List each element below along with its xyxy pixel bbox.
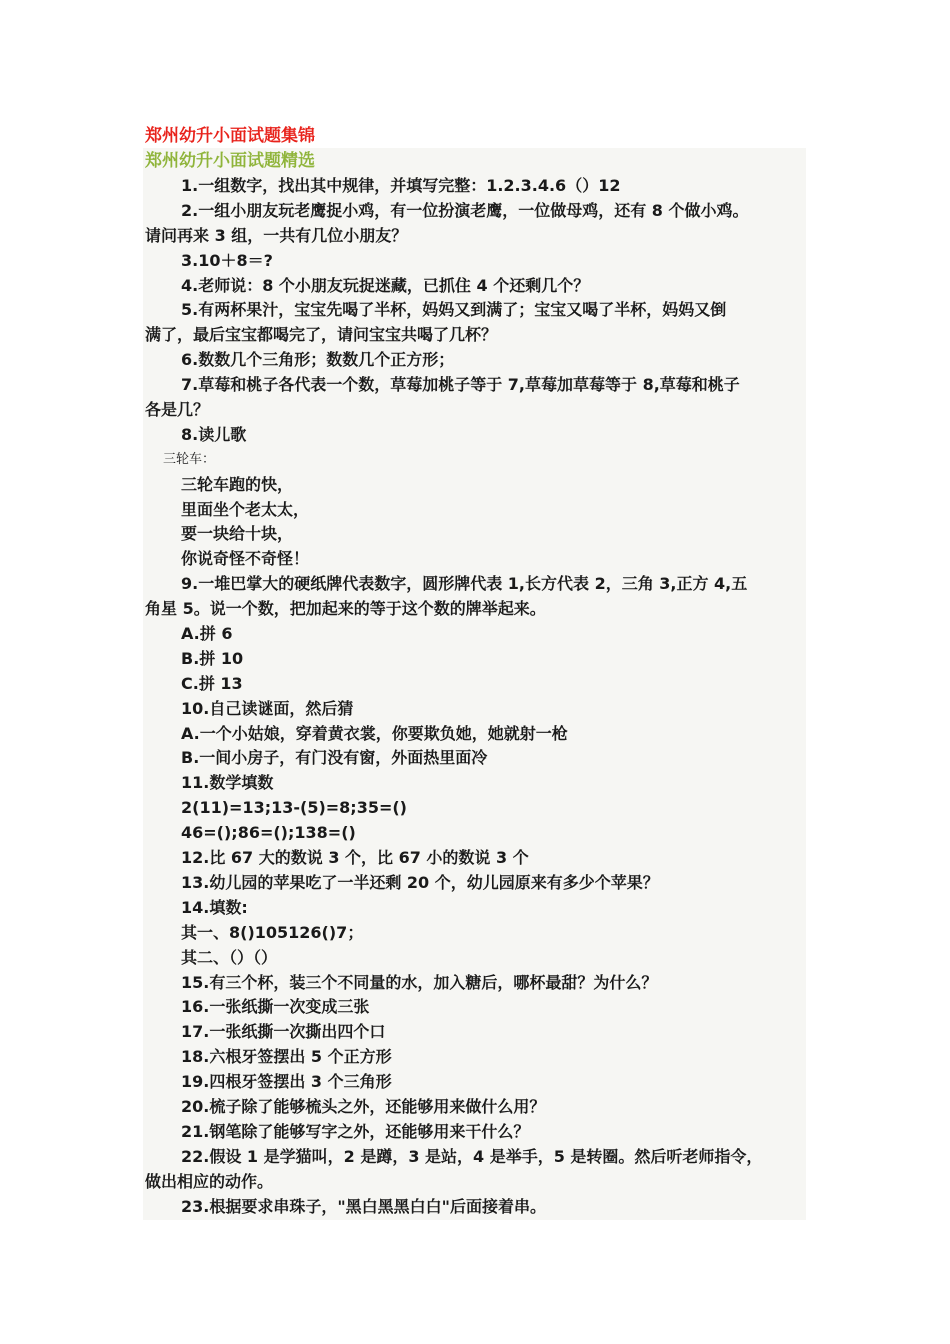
text-line: 8.读儿歌 xyxy=(181,424,247,444)
text-line: 23.根据要求串珠子，"黑白黑黑白白"后面接着串。 xyxy=(181,1196,547,1216)
text-line: 你说奇怪不奇怪！ xyxy=(181,549,310,569)
text-line: 17.一张纸撕一次撕出四个口 xyxy=(181,1022,386,1042)
text-line: 3.10＋8＝? xyxy=(181,250,273,270)
text-line: 20.梳子除了能够梳头之外，还能够用来做什么用？ xyxy=(181,1096,546,1116)
text-line: 22.假设 1 是学猫叫，2 是蹲，3 是站，4 是举手，5 是转圈。然后听老师指令， xyxy=(181,1146,763,1166)
text-line: 13.幼儿园的苹果吃了一半还剩 20 个，幼儿园原来有多少个苹果？ xyxy=(181,872,659,892)
text-line: 21.钢笔除了能够写字之外，还能够用来干什么？ xyxy=(181,1121,530,1141)
text-line: 要一块给十块， xyxy=(181,524,294,544)
text-line: 15.有三个杯，装三个不同量的水，加入糖后，哪杯最甜？为什么？ xyxy=(181,972,658,992)
text-line: 满了，最后宝宝都喝完了，请问宝宝共喝了几杯？ xyxy=(145,325,498,345)
text-line: 三轮车跑的快， xyxy=(181,474,294,494)
text-line: 18.六根牙签摆出 5 个正方形 xyxy=(181,1047,392,1067)
text-line: 16.一张纸撕一次变成三张 xyxy=(181,997,370,1017)
text-line: 其一、8()105126()7； xyxy=(181,922,364,942)
text-line: 其二、（）（） xyxy=(181,947,278,967)
text-line: 7.草莓和桃子各代表一个数，草莓加桃子等于 7,草莓加草莓等于 8,草莓和桃子 xyxy=(181,375,740,395)
text-line: 请问再来 3 组，一共有几位小朋友？ xyxy=(145,225,408,245)
text-line: A.一个小姑娘，穿着黄衣裳，你要欺负她，她就射一枪 xyxy=(181,723,568,743)
question-list xyxy=(145,174,807,1219)
text-line: 做出相应的动作。 xyxy=(145,1171,274,1191)
text-line: 6.数数几个三角形；数数几个正方形； xyxy=(181,350,455,370)
text-line: A.拼 6 xyxy=(181,624,233,644)
page-title: 郑州幼升小面试题集锦 xyxy=(145,126,315,146)
text-line: 5.有两杯果汁，宝宝先喝了半杯，妈妈又到满了；宝宝又喝了半杯，妈妈又倒 xyxy=(181,300,727,320)
text-line: 三轮车： xyxy=(163,451,216,467)
text-line: 角星 5。说一个数，把加起来的等于这个数的牌举起来。 xyxy=(145,599,546,619)
text-line: 11.数学填数 xyxy=(181,773,274,793)
text-line: 10.自己读谜面，然后猜 xyxy=(181,698,354,718)
text-line: B.一间小房子，有门没有窗，外面热里面冷 xyxy=(181,748,488,768)
text-line: 各是几？ xyxy=(145,400,210,420)
text-line: 46=();86=();138=() xyxy=(181,823,356,843)
text-line: 2.一组小朋友玩老鹰捉小鸡，有一位扮演老鹰，一位做母鸡，还有 8 个做小鸡。 xyxy=(181,200,749,220)
text-line: 12.比 67 大的数说 3 个，比 67 小的数说 3 个 xyxy=(181,848,529,868)
text-line: 14.填数: xyxy=(181,897,248,917)
text-line: 9.一堆巴掌大的硬纸牌代表数字，圆形牌代表 1,长方代表 2，三角 3,正方 4,五 xyxy=(181,574,748,594)
text-line: 2(11)=13;13-(5)=8;35=() xyxy=(181,798,407,818)
text-line: C.拼 13 xyxy=(181,673,243,693)
text-line: 里面坐个老太太， xyxy=(181,499,310,519)
text-line: 4.老师说：8 个小朋友玩捉迷藏，已抓住 4 个还剩几个？ xyxy=(181,275,590,295)
text-line: B.拼 10 xyxy=(181,648,244,668)
text-line: 19.四根牙签摆出 3 个三角形 xyxy=(181,1072,392,1092)
page-subtitle: 郑州幼升小面试题精选 xyxy=(145,151,315,171)
text-line: 1.一组数字，找出其中规律，并填写完整：1.2.3.4.6（）12 xyxy=(181,176,621,195)
